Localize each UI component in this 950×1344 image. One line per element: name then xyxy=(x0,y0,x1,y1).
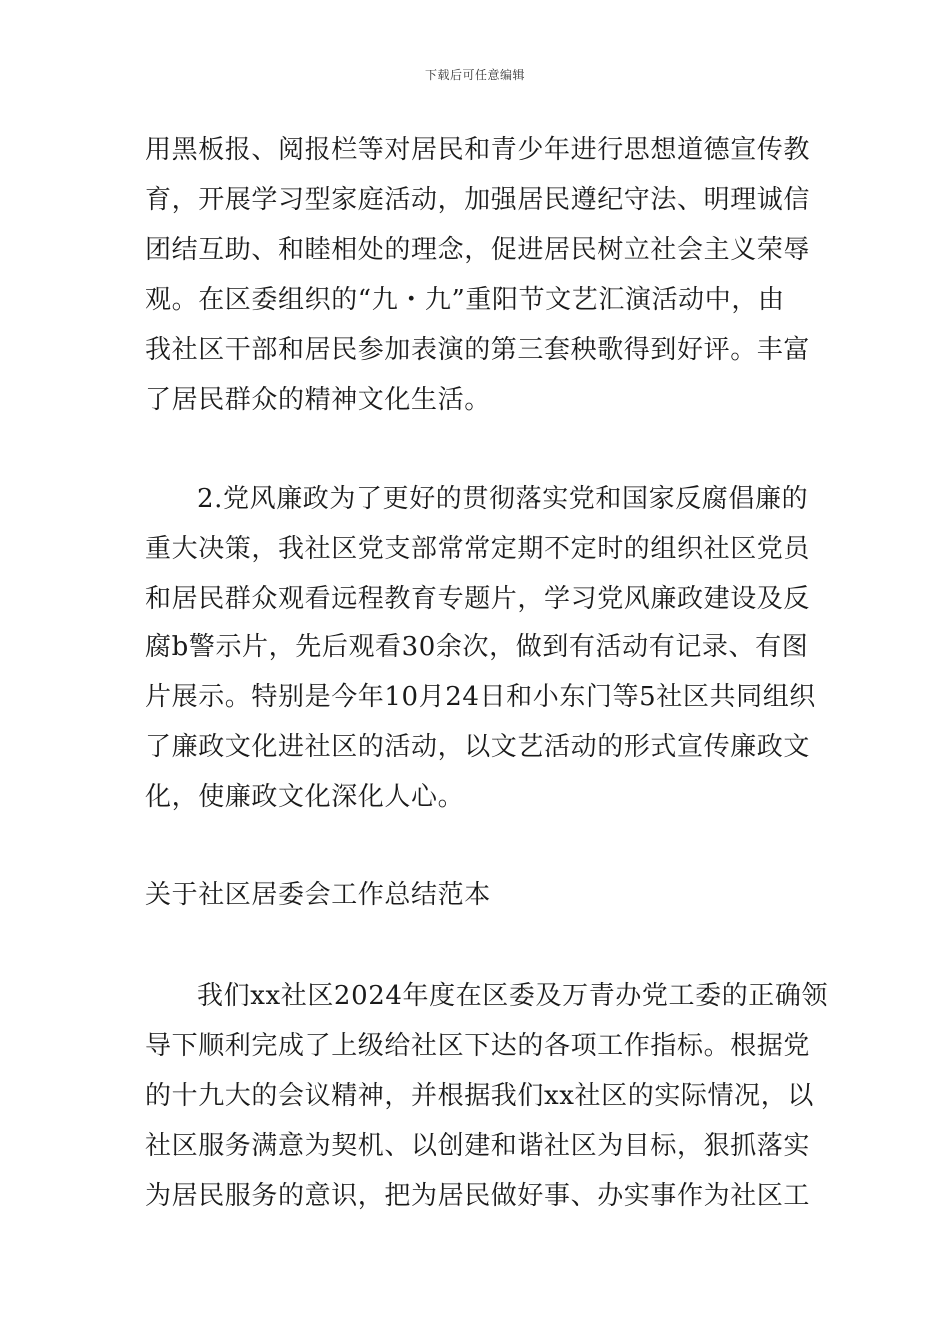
text-line: 我社区干部和居民参加表演的第三套秧歌得到好评。丰富 xyxy=(145,335,811,365)
text-line: 用黑板报、阅报栏等对居民和青少年进行思想道德宣传教 xyxy=(145,135,811,165)
text-line: 我们xx社区2024年度在区委及万青办党工委的正确领 xyxy=(197,981,829,1011)
text-line: 了廉政文化进社区的活动，以文艺活动的形式宣传廉政文 xyxy=(145,732,811,762)
text-line: 社区服务满意为契机、以创建和谐社区为目标，狠抓落实 xyxy=(145,1131,811,1161)
text-line: 了居民群众的精神文化生活。 xyxy=(145,385,491,415)
text-line: 片展示。特别是今年10月24日和小东门等5社区共同组织 xyxy=(145,682,816,712)
text-line: 化，使廉政文化深化人心。 xyxy=(145,782,465,812)
text-line: 重大决策，我社区党支部常常定期不定时的组织社区党员 xyxy=(145,534,811,564)
page-header: 下载后可任意编辑 xyxy=(424,68,525,82)
text-line: 2.党风廉政为了更好的贯彻落实党和国家反腐倡廉的 xyxy=(197,484,809,514)
text-line: 育，开展学习型家庭活动，加强居民遵纪守法、明理诚信 xyxy=(145,185,811,215)
text-line: 团结互助、和睦相处的理念，促进居民树立社会主义荣辱 xyxy=(145,235,811,265)
text-line: 腐b警示片，先后观看30余次，做到有活动有记录、有图 xyxy=(145,632,809,662)
text-line: 导下顺利完成了上级给社区下达的各项工作指标。根据党 xyxy=(145,1031,811,1061)
text-line: 的十九大的会议精神，并根据我们xx社区的实际情况，以 xyxy=(145,1081,814,1111)
text-line: 观。在区委组织的“九・九”重阳节文艺汇演活动中，由 xyxy=(145,285,785,315)
text-line: 和居民群众观看远程教育专题片，学习党风廉政建设及反 xyxy=(145,584,811,614)
section-title: 关于社区居委会工作总结范本 xyxy=(145,880,491,910)
text-line: 为居民服务的意识，把为居民做好事、办实事作为社区工 xyxy=(145,1181,811,1211)
